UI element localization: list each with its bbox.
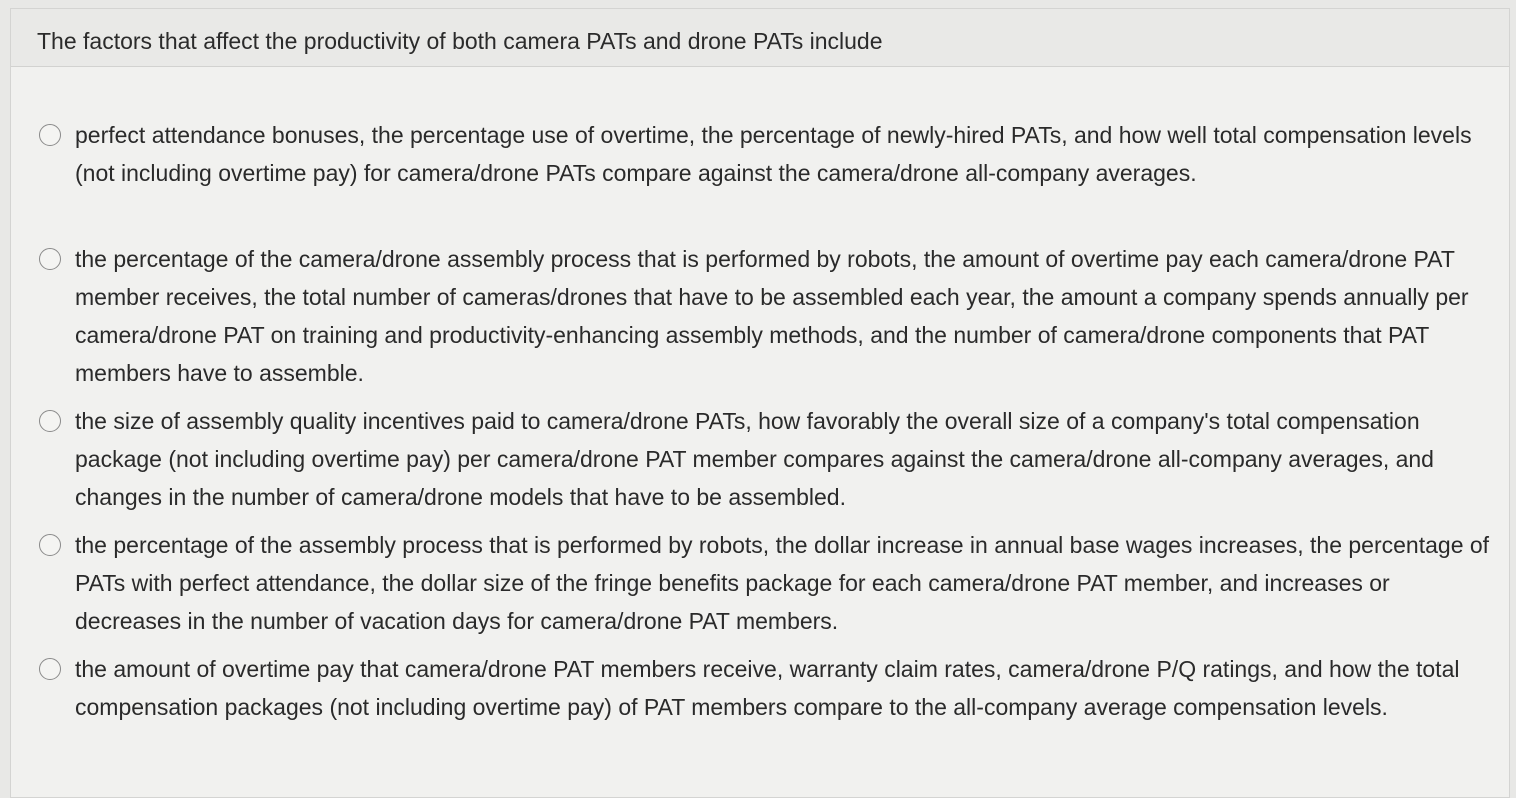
answer-option-text[interactable]: the percentage of the assembly process that is performed by robots, the dollar increase in annual base wages increases, the percentage of PATs with perfect attendance, the dollar size of the fringe benefits package for each camera/drone PAT member, and increases or decreases in the number of vacation days for camera/drone PAT members. bbox=[75, 532, 1490, 634]
radio-button-icon[interactable] bbox=[39, 248, 61, 270]
answer-option-text[interactable]: the size of assembly quality incentives paid to camera/drone PATs, how favorably the overall size of a company's total compensation package (not including overtime pay) per camera/drone PAT member compares against the camera/drone all-company averages, and changes in the number of camera/drone models that have to be assembled. bbox=[75, 408, 1434, 510]
answer-option-5[interactable] bbox=[39, 650, 1495, 726]
question-prompt: The factors that affect the productivity of both camera PATs and drone PATs include bbox=[11, 9, 1509, 67]
answer-option-4[interactable] bbox=[39, 526, 1495, 640]
answer-option-2[interactable] bbox=[39, 240, 1495, 392]
answer-option-text[interactable]: the amount of overtime pay that camera/drone PAT members receive, warranty claim rates, camera/drone P/Q ratings, and how the total compensation packages (not including overtime pay) of PAT members compare to the all-company average compensation levels. bbox=[75, 656, 1460, 720]
question-card bbox=[10, 8, 1510, 798]
answer-option-3[interactable] bbox=[39, 402, 1495, 516]
answer-option-text[interactable]: perfect attendance bonuses, the percentage use of overtime, the percentage of newly-hired PATs, and how well total compensation levels (not including overtime pay) for camera/drone PATs compare against the camera/drone all-company averages. bbox=[75, 122, 1472, 186]
radio-button-icon[interactable] bbox=[39, 410, 61, 432]
radio-button-icon[interactable] bbox=[39, 534, 61, 556]
answer-option-text[interactable]: the percentage of the camera/drone assembly process that is performed by robots, the amount of overtime pay each camera/drone PAT member receives, the total number of cameras/drones that have to be assembled each year, the amount a company spends annually per camera/drone PAT on training and productivity-enhancing assembly methods, and the number of camera/drone components that PAT members have to assemble. bbox=[75, 246, 1469, 386]
answer-option-1[interactable] bbox=[39, 116, 1495, 192]
radio-button-icon[interactable] bbox=[39, 658, 61, 680]
radio-button-icon[interactable] bbox=[39, 124, 61, 146]
